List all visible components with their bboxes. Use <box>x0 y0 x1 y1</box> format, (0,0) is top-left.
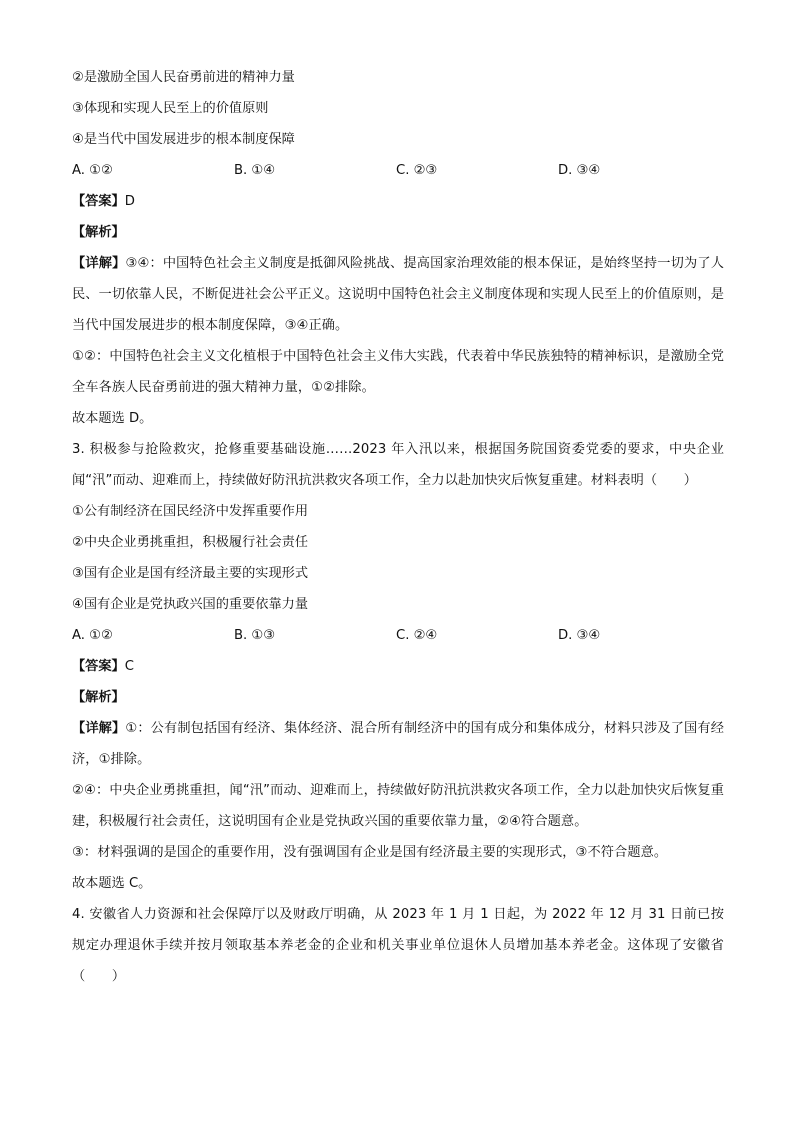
q3-option-b: B. ①③ <box>234 628 276 643</box>
q3-statement-4: ④国有企业是党执政兴国的重要依靠力量 <box>72 597 309 612</box>
q2-detail-p1 <box>72 248 724 341</box>
q2-option-c: C. ②③ <box>396 163 438 178</box>
q3-options <box>72 620 724 651</box>
q3-option-d: D. ③④ <box>558 628 601 643</box>
q2-option-b: B. ①④ <box>234 163 276 178</box>
q3-option-a: A. ①② <box>72 628 113 643</box>
q3-detail-p2: ②④：中央企业勇挑重担，闻“汛”而动、迎难而上，持续做好防汛抗洪救灾各项工作，全力以赴加快灾后恢复重建，积极履行社会责任，这说明国有企业是党执政兴国的重要依靠力量，②④符合题意。 <box>72 783 724 829</box>
q3-statement-3: ③国有企业是国有经济最主要的实现形式 <box>72 566 309 581</box>
q2-option-d: D. ③④ <box>558 163 601 178</box>
q3-statement-2: ②中央企业勇挑重担，积极履行社会责任 <box>72 535 309 550</box>
q2-answer-value: D <box>124 194 135 209</box>
q3-analysis-label: 【解析】 <box>72 690 125 705</box>
q3-answer-value: C <box>124 659 134 674</box>
q3-answer <box>72 651 724 682</box>
q2-statement-2: ②是激励全国人民奋勇前进的精神力量 <box>72 70 295 85</box>
q3-detail-label: 【详解】 <box>72 721 126 736</box>
q2-conclusion: 故本题选 D。 <box>72 411 153 426</box>
q3-option-c: C. ②④ <box>396 628 438 643</box>
q3-conclusion: 故本题选 C。 <box>72 876 152 891</box>
q3-stem: 3. 积极参与抢险救灾，抢修重要基础设施……2023 年入汛以来，根据国务院国资委党委的要求，中央企业闻“汛”而动、迎难而上，持续做好防汛抗洪救灾各项工作，全力以赴加快灾后恢复重建。材料表明（ ） <box>72 442 724 488</box>
q2-statement-3: ③体现和实现人民至上的价值原则 <box>72 101 269 116</box>
q3-detail-p1 <box>72 713 724 775</box>
q3-answer-label: 【答案】 <box>72 659 125 674</box>
q4-stem: 4. 安徽省人力资源和社会保障厅以及财政厅明确，从 2023 年 1 月 1 日起，为 2022 年 12 月 31 日前已按规定办理退休手续并按月领取基本养老金的企业和机关事业单位退休人员增加基本养老金。这体现了安徽省（ ） <box>72 907 724 984</box>
q2-options <box>72 155 724 186</box>
document-body <box>72 62 724 992</box>
q2-answer <box>72 186 724 217</box>
q3-detail-p1-text: ①：公有制包括国有经济、集体经济、混合所有制经济中的国有成分和集体成分，材料只涉及了国有经济，①排除。 <box>72 721 724 767</box>
q2-answer-label: 【答案】 <box>72 194 125 209</box>
q3-statement-1: ①公有制经济在国民经济中发挥重要作用 <box>72 504 309 519</box>
q2-detail-label: 【详解】 <box>72 256 126 271</box>
q2-statement-4: ④是当代中国发展进步的根本制度保障 <box>72 132 295 147</box>
q3-detail-p3: ③：材料强调的是国企的重要作用，没有强调国有企业是国有经济最主要的实现形式，③不符合题意。 <box>72 845 668 860</box>
q2-detail-p2: ①②：中国特色社会主义文化植根于中国特色社会主义伟大实践，代表着中华民族独特的精神标识，是激励全党全车各族人民奋勇前进的强大精神力量，①②排除。 <box>72 349 724 395</box>
q2-analysis-label: 【解析】 <box>72 225 125 240</box>
q2-detail-p1-text: ③④：中国特色社会主义制度是抵御风险挑战、提高国家治理效能的根本保证，是始终坚持一切为了人民、一切依靠人民，不断促进社会公平正义。这说明中国特色社会主义制度体现和实现人民至上的价值原则，是当代中国发展进步的根本制度保障，③④正确。 <box>72 256 724 333</box>
q2-option-a: A. ①② <box>72 163 113 178</box>
